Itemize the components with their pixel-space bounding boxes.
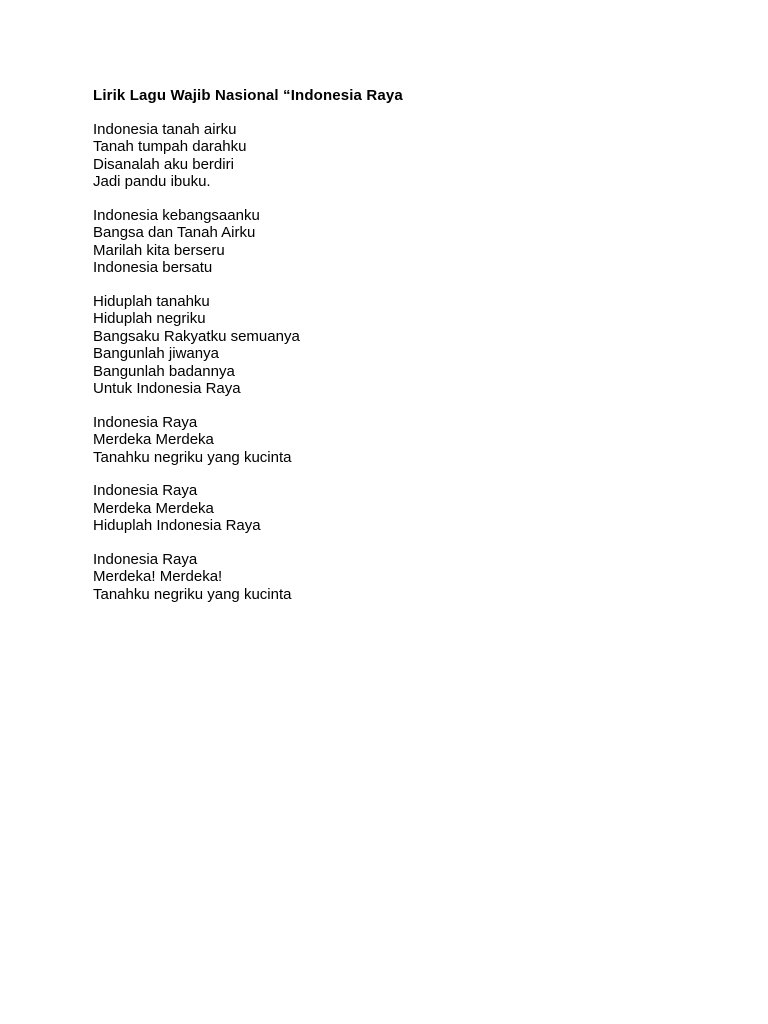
stanza — [93, 482, 693, 535]
stanza — [93, 293, 693, 398]
lyric-line: Bangsa dan Tanah Airku — [93, 224, 256, 241]
lyric-line: Untuk Indonesia Raya — [93, 380, 241, 397]
lyric-line: Merdeka Merdeka — [93, 499, 214, 517]
document-title: Lirik Lagu Wajib Nasional “Indonesia Raya — [93, 87, 403, 104]
stanza — [93, 551, 693, 604]
lyric-line: Merdeka Merdeka — [93, 431, 214, 448]
lyric-line: Tanahku negriku yang kucinta — [93, 585, 292, 603]
lyric-line: Bangunlah badannya — [93, 362, 235, 380]
lyric-line: Indonesia bersatu — [93, 259, 213, 276]
stanza — [93, 207, 693, 277]
lyric-line: Hiduplah negriku — [93, 310, 206, 327]
lyric-line: Bangsaku Rakyatku semuanya — [93, 327, 300, 345]
lyric-line: Disanalah aku berdiri — [93, 155, 234, 173]
lyric-line: Marilah kita berseru — [93, 241, 225, 259]
lyric-line: Hiduplah tanahku — [93, 292, 210, 310]
lyric-line: Indonesia tanah airku — [93, 120, 237, 138]
lyric-line: Hiduplah Indonesia Raya — [93, 517, 261, 534]
lyric-line: Indonesia kebangsaanku — [93, 206, 260, 224]
lyric-line: Tanahku negriku yang kucinta — [93, 448, 292, 466]
stanza — [93, 121, 693, 191]
lyric-line: Jadi pandu ibuku. — [93, 173, 211, 190]
lyric-line: Indonesia Raya — [93, 413, 198, 431]
lyric-line: Tanah tumpah darahku — [93, 138, 247, 155]
lyric-line: Indonesia Raya — [93, 482, 198, 499]
stanza — [93, 414, 693, 467]
lyric-line: Indonesia Raya — [93, 550, 198, 568]
document-content — [93, 87, 693, 619]
lyric-line: Merdeka! Merdeka! — [93, 568, 223, 585]
lyric-line: Bangunlah jiwanya — [93, 345, 219, 362]
